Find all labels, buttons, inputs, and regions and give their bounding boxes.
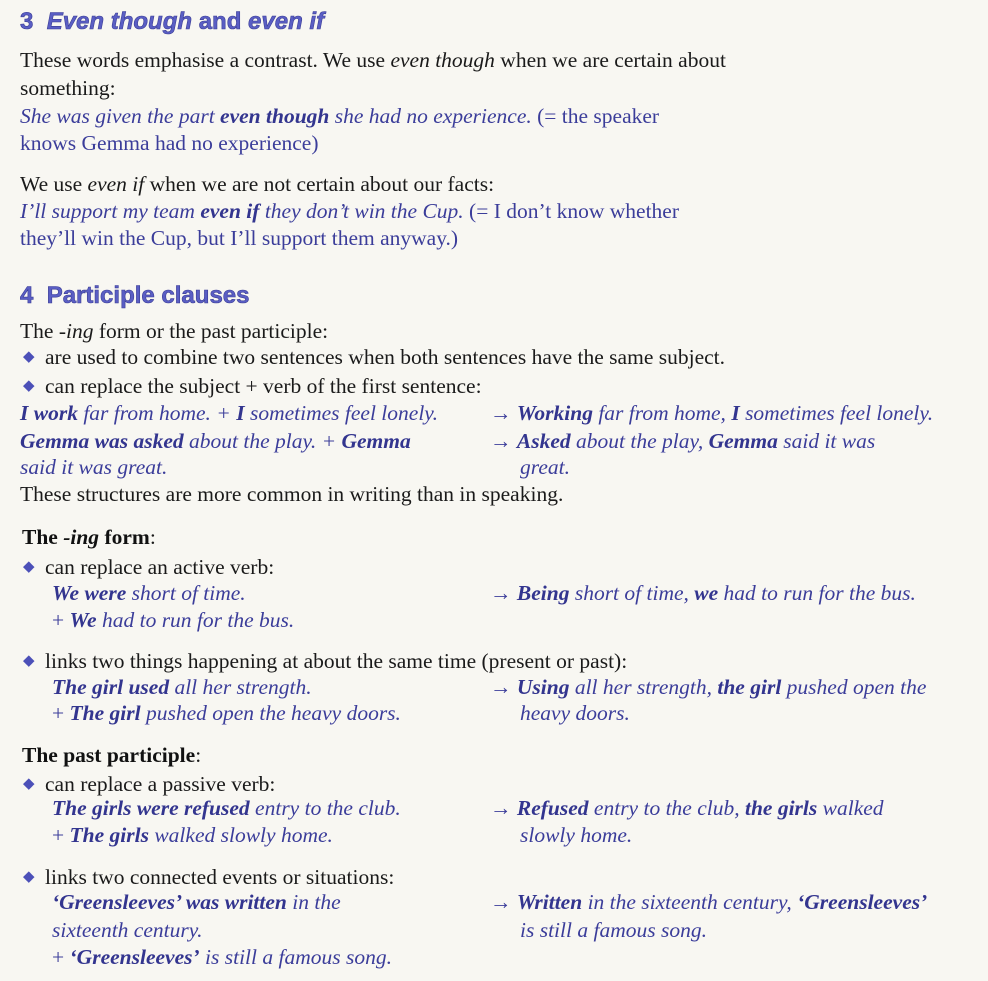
text-segment: they don’t win the Cup.: [259, 199, 464, 223]
rewritten-example: [520, 822, 632, 848]
text-line: [45, 648, 627, 674]
text-segment: walked slowly home.: [148, 823, 333, 847]
text-segment: links two connected events or situations:: [45, 865, 395, 889]
text-segment: can replace an active verb:: [45, 555, 275, 579]
text-line: [20, 171, 494, 197]
rewritten-example: [490, 795, 884, 821]
rewritten-example: [490, 428, 875, 454]
text-segment: →: [490, 796, 517, 820]
text-line: [52, 580, 246, 606]
emphasis-text: We were: [52, 581, 127, 605]
text-segment: heavy doors.: [520, 701, 630, 725]
text-segment: +: [52, 945, 70, 969]
emphasis-text: I: [731, 401, 740, 425]
text-line: [22, 524, 156, 550]
text-line: [20, 198, 679, 224]
text-segment: →: [490, 401, 517, 425]
text-segment: all her strength,: [569, 675, 718, 699]
text-line: [52, 674, 312, 700]
text-line: [20, 318, 328, 344]
text-line: [20, 130, 319, 156]
text-segment: entry to the club.: [249, 796, 401, 820]
diamond-bullet-icon: ◆: [23, 378, 35, 394]
emphasis-text: The girls: [69, 823, 149, 847]
text-segment: pushed open the heavy doors.: [140, 701, 401, 725]
diamond-bullet-icon: ◆: [23, 869, 35, 885]
text-segment: I’ll support my team: [20, 199, 201, 223]
emphasis-text: I: [236, 401, 245, 425]
text-segment: walked: [817, 796, 884, 820]
emphasis-text: Being: [516, 581, 570, 605]
text-segment: sixteenth century.: [52, 918, 203, 942]
text-segment: links two things happening at about the same time (present or past):: [45, 649, 628, 673]
text-segment: about the play,: [570, 429, 709, 453]
rewritten-example: [520, 917, 707, 943]
diamond-bullet-icon: ◆: [23, 559, 35, 575]
text-line: [52, 889, 341, 915]
section-4-heading: [20, 282, 249, 310]
text-segment: about the play. +: [183, 429, 342, 453]
text-line: [22, 742, 201, 768]
emphasis-text: Gemma: [708, 429, 778, 453]
emphasis-text: the girl: [717, 675, 782, 699]
emphasis-text: The past participle: [22, 743, 196, 767]
text-segment: +: [52, 701, 70, 725]
text-segment: even if: [87, 172, 145, 196]
text-segment: +: [52, 608, 70, 632]
emphasis-text: Refused: [516, 796, 589, 820]
text-line: [52, 607, 294, 633]
rewritten-example: [490, 580, 916, 606]
text-segment: pushed open the: [781, 675, 927, 699]
text-line: [45, 864, 394, 890]
emphasis-text: We: [69, 608, 97, 632]
text-segment: She was given the part: [20, 104, 221, 128]
text-line: [45, 771, 275, 797]
emphasis-text: even if: [200, 199, 260, 223]
emphasis-text: Working: [516, 401, 593, 425]
emphasis-text: we: [694, 581, 719, 605]
text-segment: (= the speaker: [531, 104, 660, 128]
text-segment: short of time.: [126, 581, 246, 605]
text-line: [52, 917, 202, 943]
text-segment: far from home. +: [77, 401, 237, 425]
text-segment: knows Gemma had no experience): [20, 131, 319, 155]
emphasis-text: Gemma was asked: [20, 429, 184, 453]
emphasis-text: The: [22, 525, 64, 549]
text-segment: →: [490, 675, 517, 699]
text-segment: they’ll win the Cup, but I’ll support them anyway.): [20, 226, 459, 250]
text-segment: said it was great.: [20, 455, 168, 479]
text-segment: in the: [286, 890, 341, 914]
text-segment: are used to combine two sentences when both sentences have the same subject.: [45, 345, 726, 369]
text-segment: great.: [520, 455, 570, 479]
emphasis-text: Written: [516, 890, 583, 914]
emphasis-text: The girls were refused: [52, 796, 250, 820]
section-number: 4: [20, 282, 34, 309]
rewritten-example: [490, 674, 926, 700]
text-segment: even though: [390, 48, 495, 72]
text-segment: sometimes feel lonely.: [244, 401, 439, 425]
heading-part: Even though: [46, 8, 193, 35]
section-number: 3: [20, 8, 34, 35]
emphasis-text: The girl used: [52, 675, 170, 699]
rewritten-example: [490, 400, 933, 426]
emphasis-text: -ing: [63, 525, 100, 549]
text-segment: she had no experience.: [329, 104, 532, 128]
text-line: [52, 822, 333, 848]
text-segment: something:: [20, 76, 116, 100]
text-segment: all her strength.: [169, 675, 312, 699]
heading-part: Participle clauses: [46, 282, 250, 309]
text-segment: is still a famous song.: [199, 945, 392, 969]
text-segment: when we are certain about: [494, 48, 726, 72]
text-line: [20, 103, 659, 129]
text-segment: These structures are more common in writing than in speaking.: [20, 482, 564, 506]
emphasis-text: Using: [516, 675, 570, 699]
text-line: [20, 225, 458, 251]
text-segment: :: [195, 743, 202, 767]
text-segment: The: [20, 319, 59, 343]
text-line: [20, 400, 438, 426]
emphasis-text: ‘Greensleeves’: [797, 890, 928, 914]
section-3-heading: [20, 8, 324, 36]
text-segment: →: [490, 581, 517, 605]
text-line: [52, 944, 392, 970]
text-line: [20, 454, 167, 480]
emphasis-text: Gemma: [341, 429, 411, 453]
text-segment: entry to the club,: [588, 796, 745, 820]
text-segment: -ing: [58, 319, 94, 343]
text-line: [45, 344, 725, 370]
emphasis-text: I work: [20, 401, 78, 425]
text-segment: had to run for the bus.: [96, 608, 295, 632]
text-segment: in the sixteenth century,: [582, 890, 798, 914]
text-segment: can replace the subject + verb of the first sentence:: [45, 374, 482, 398]
text-segment: short of time,: [569, 581, 695, 605]
emphasis-text: The girl: [69, 701, 141, 725]
diamond-bullet-icon: ◆: [23, 349, 35, 365]
heading-part: and: [198, 8, 242, 35]
text-line: [45, 373, 482, 399]
text-segment: These words emphasise a contrast. We use: [20, 48, 391, 72]
text-segment: →: [490, 429, 517, 453]
text-segment: (= I don’t know whether: [463, 199, 680, 223]
text-segment: when we are not certain about our facts:: [144, 172, 495, 196]
diamond-bullet-icon: ◆: [23, 776, 35, 792]
text-segment: is still a famous song.: [520, 918, 707, 942]
emphasis-text: even though: [220, 104, 330, 128]
text-line: [20, 47, 726, 73]
text-segment: said it was: [777, 429, 876, 453]
text-segment: far from home,: [592, 401, 732, 425]
heading-part: even if: [248, 8, 325, 35]
text-segment: +: [52, 823, 70, 847]
text-segment: can replace a passive verb:: [45, 772, 276, 796]
emphasis-text: ‘Greensleeves’ was written: [52, 890, 287, 914]
text-line: [52, 795, 401, 821]
rewritten-example: [520, 700, 630, 726]
text-line: [52, 700, 401, 726]
text-line: [45, 554, 274, 580]
emphasis-text: the girls: [744, 796, 818, 820]
text-line: [20, 428, 411, 454]
text-line: [20, 481, 563, 507]
diamond-bullet-icon: ◆: [23, 653, 35, 669]
emphasis-text: ‘Greensleeves’: [69, 945, 200, 969]
text-segment: had to run for the bus.: [718, 581, 916, 605]
text-segment: sometimes feel lonely.: [739, 401, 934, 425]
text-segment: slowly home.: [520, 823, 633, 847]
rewritten-example: [490, 889, 927, 915]
emphasis-text: form: [99, 525, 150, 549]
text-segment: We use: [20, 172, 88, 196]
text-line: [20, 75, 116, 101]
rewritten-example: [520, 454, 570, 480]
emphasis-text: Asked: [516, 429, 571, 453]
text-segment: form or the past participle:: [93, 319, 329, 343]
text-segment: :: [149, 525, 156, 549]
text-segment: →: [490, 890, 517, 914]
